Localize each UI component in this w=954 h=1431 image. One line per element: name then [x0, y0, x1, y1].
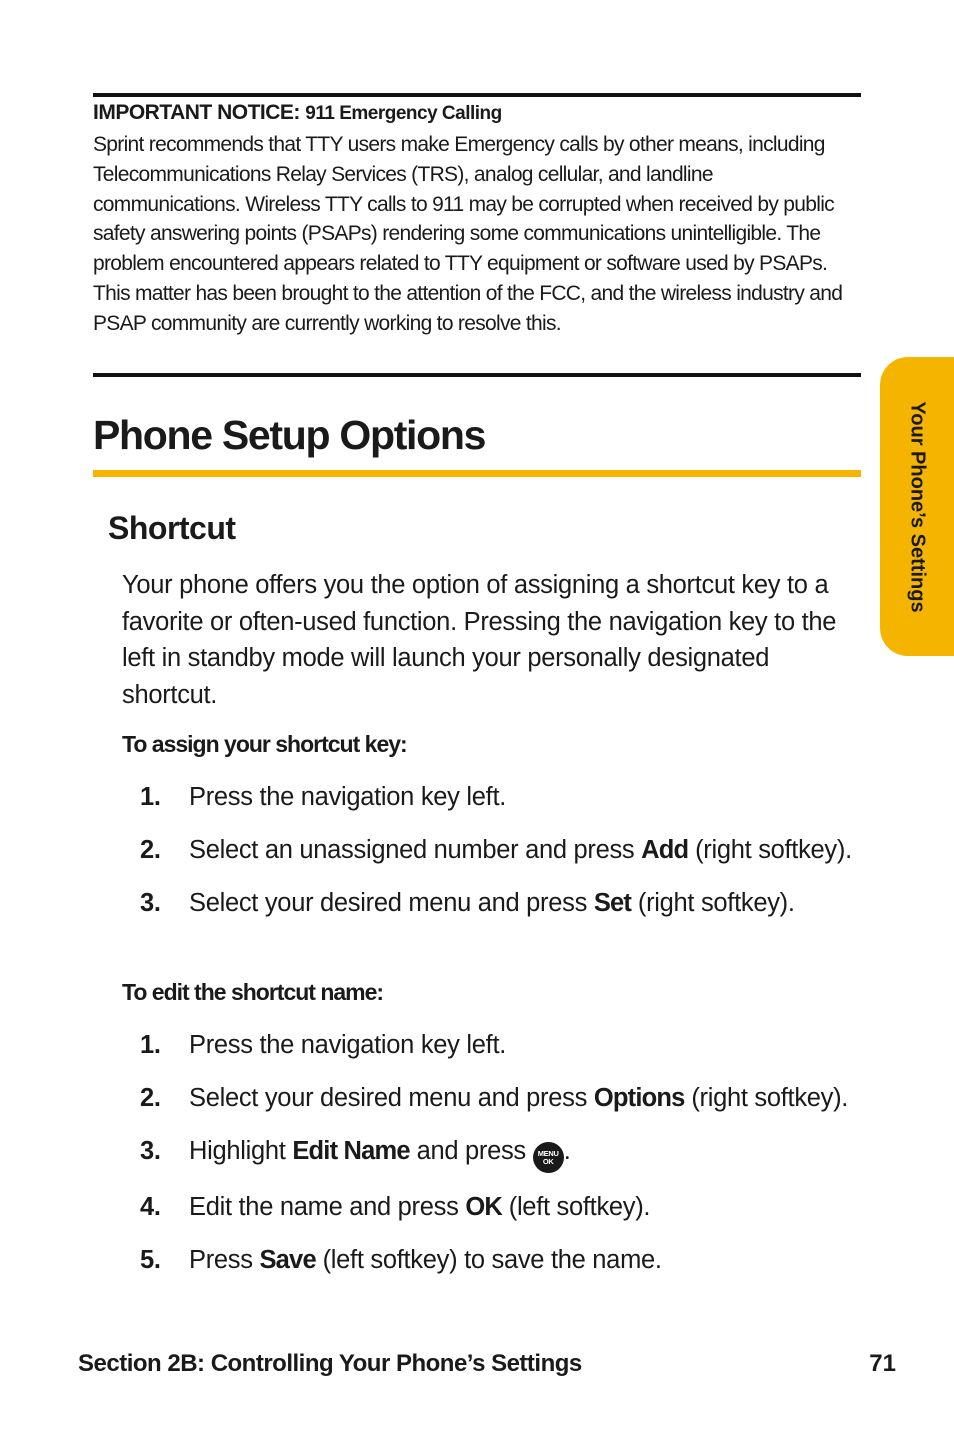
step-number: 3. [140, 1137, 161, 1165]
page-title: Phone Setup Options [93, 412, 486, 458]
step-text: Press [189, 1246, 260, 1274]
step-text: (right softkey). [684, 1084, 849, 1112]
step-text: (right softkey). [631, 889, 795, 917]
step-text: (left softkey). [501, 1193, 651, 1221]
step-text: (left softkey) to save the name. [315, 1246, 662, 1274]
list-item [140, 1242, 860, 1279]
step-text: Select your desired menu and press [189, 889, 594, 917]
important-notice-box [93, 93, 861, 377]
softkey-label: OK [465, 1193, 502, 1221]
edit-procedure-heading: To edit the shortcut name: [122, 979, 384, 1005]
list-item [140, 779, 860, 816]
footer-section-title: Section 2B: Controlling Your Phone’s Settings [78, 1350, 582, 1377]
step-text: (right softkey). [688, 836, 852, 864]
step-number: 5. [140, 1246, 161, 1274]
step-number: 2. [140, 836, 161, 864]
step-text: Select an unassigned number and press [189, 836, 642, 864]
step-text: and press [409, 1137, 526, 1165]
list-item [140, 1189, 860, 1226]
menu-ok-key-icon: MENU OK [533, 1142, 564, 1173]
assign-procedure-heading: To assign your shortcut key: [122, 731, 407, 757]
notice-body: Sprint recommends that TTY users make Emergency calls by other means, including Telecommunications Relay Services (TRS), analog cellular, and landline communications. Wireless TTY calls to 911 may be corrupted when received by public safety answering points (PSAPs) rendering some communications unintelligible. The problem encountered appears related to TTY equipment or software used by PSAPs. This matter has been brought to the attention of the FCC, and the wireless industry and PSAP community are currently working to resolve this. [93, 133, 843, 335]
step-number: 2. [140, 1084, 161, 1112]
list-item [140, 1027, 860, 1064]
step-number: 1. [140, 783, 161, 811]
list-item [140, 885, 860, 922]
notice-title [93, 101, 502, 125]
list-item [140, 1080, 860, 1117]
step-text: . [563, 1137, 571, 1165]
notice-label: IMPORTANT NOTICE: [93, 101, 300, 124]
notice-subject: 911 Emergency Calling [305, 103, 502, 124]
edit-steps-list [140, 1027, 860, 1279]
section-heading: Shortcut [108, 510, 236, 546]
softkey-label: Add [641, 836, 689, 864]
menu-item-label: Edit Name [292, 1137, 410, 1165]
side-tab-label: Your Phone’s Settings [906, 401, 929, 613]
list-item [140, 832, 860, 869]
softkey-label: Options [593, 1084, 685, 1112]
step-text: Select your desired menu and press [189, 1084, 594, 1112]
assign-steps-list [140, 779, 860, 922]
step-text: Press the navigation key left. [189, 1031, 507, 1059]
title-underline [93, 470, 861, 477]
step-number: 4. [140, 1193, 161, 1221]
step-number: 3. [140, 889, 161, 917]
section-intro: Your phone offers you the option of assigning a shortcut key to a favorite or often-used function. Pressing the navigation key to the left in standby mode will launch your personally designated shortcut. [122, 571, 837, 709]
section-side-tab [880, 357, 954, 656]
softkey-label: Save [259, 1246, 316, 1274]
page-number: 71 [869, 1350, 896, 1377]
list-item [140, 1133, 860, 1173]
step-text: Highlight [189, 1137, 293, 1165]
step-text: Press the navigation key left. [189, 783, 507, 811]
step-text: Edit the name and press [189, 1193, 466, 1221]
softkey-label: Set [593, 889, 632, 917]
step-number: 1. [140, 1031, 161, 1059]
